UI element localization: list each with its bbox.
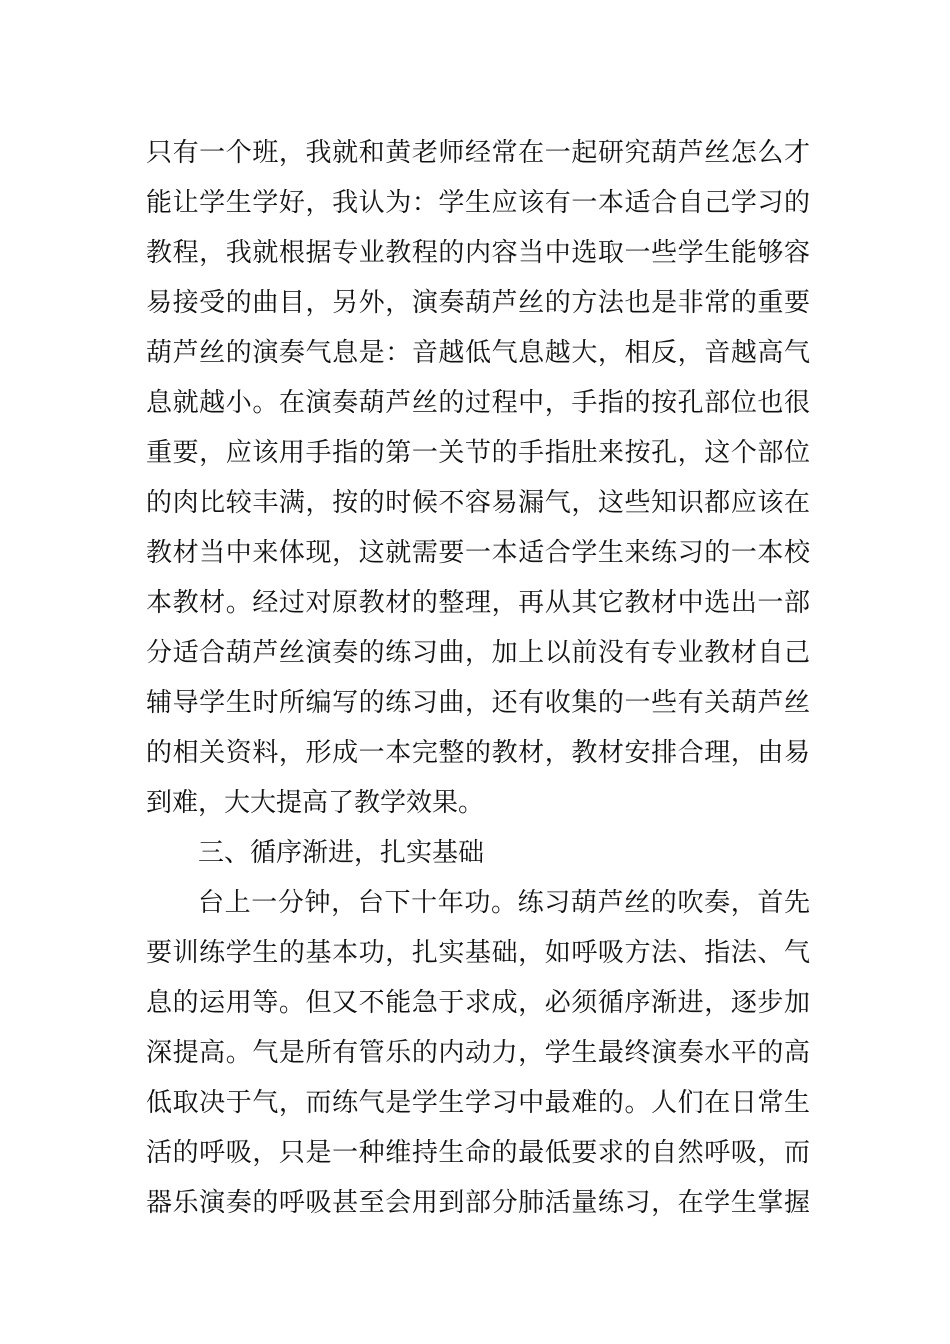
text-line: 本教材。经过对原教材的整理，再从其它教材中选出一部 — [146, 588, 810, 618]
text-line: 能让学生学好，我认为：学生应该有一本适合自己学习的 — [146, 188, 810, 218]
paragraph-end-line: 到难，大大提高了教学效果。 — [146, 788, 485, 818]
text-line: 重要，应该用手指的第一关节的手指肚来按孔，这个部位 — [146, 438, 810, 468]
text-line: 活的呼吸，只是一种维持生命的最低要求的自然呼吸，而 — [146, 1138, 810, 1168]
text-line: 葫芦丝的演奏气息是：音越低气息越大，相反，音越高气 — [146, 338, 810, 368]
section-heading: 三、循序渐进，扎实基础 — [198, 838, 485, 868]
text-line: 分适合葫芦丝演奏的练习曲，加上以前没有专业教材自己 — [146, 638, 810, 668]
text-line: 息的运用等。但又不能急于求成，必须循序渐进，逐步加 — [146, 988, 810, 1018]
text-line: 教材当中来体现，这就需要一本适合学生来练习的一本校 — [146, 538, 810, 568]
text-line: 要训练学生的基本功，扎实基础，如呼吸方法、指法、气 — [146, 938, 810, 968]
body-text — [146, 128, 810, 1228]
text-line: 易接受的曲目，另外，演奏葫芦丝的方法也是非常的重要 — [146, 288, 810, 318]
text-line: 的肉比较丰满，按的时候不容易漏气，这些知识都应该在 — [146, 488, 810, 518]
paragraph-first-line: 台上一分钟，台下十年功。练习葫芦丝的吹奏，首先 — [198, 888, 810, 918]
text-line: 教程，我就根据专业教程的内容当中选取一些学生能够容 — [146, 238, 810, 268]
text-line: 息就越小。在演奏葫芦丝的过程中，手指的按孔部位也很 — [146, 388, 810, 418]
text-line: 低取决于气，而练气是学生学习中最难的。人们在日常生 — [146, 1088, 810, 1118]
text-line: 器乐演奏的呼吸甚至会用到部分肺活量练习，在学生掌握 — [146, 1188, 810, 1218]
text-line: 只有一个班，我就和黄老师经常在一起研究葫芦丝怎么才 — [146, 138, 810, 168]
text-line: 辅导学生时所编写的练习曲，还有收集的一些有关葫芦丝 — [146, 688, 810, 718]
text-line: 深提高。气是所有管乐的内动力，学生最终演奏水平的高 — [146, 1038, 810, 1068]
text-line: 的相关资料，形成一本完整的教材，教材安排合理，由易 — [146, 738, 810, 768]
